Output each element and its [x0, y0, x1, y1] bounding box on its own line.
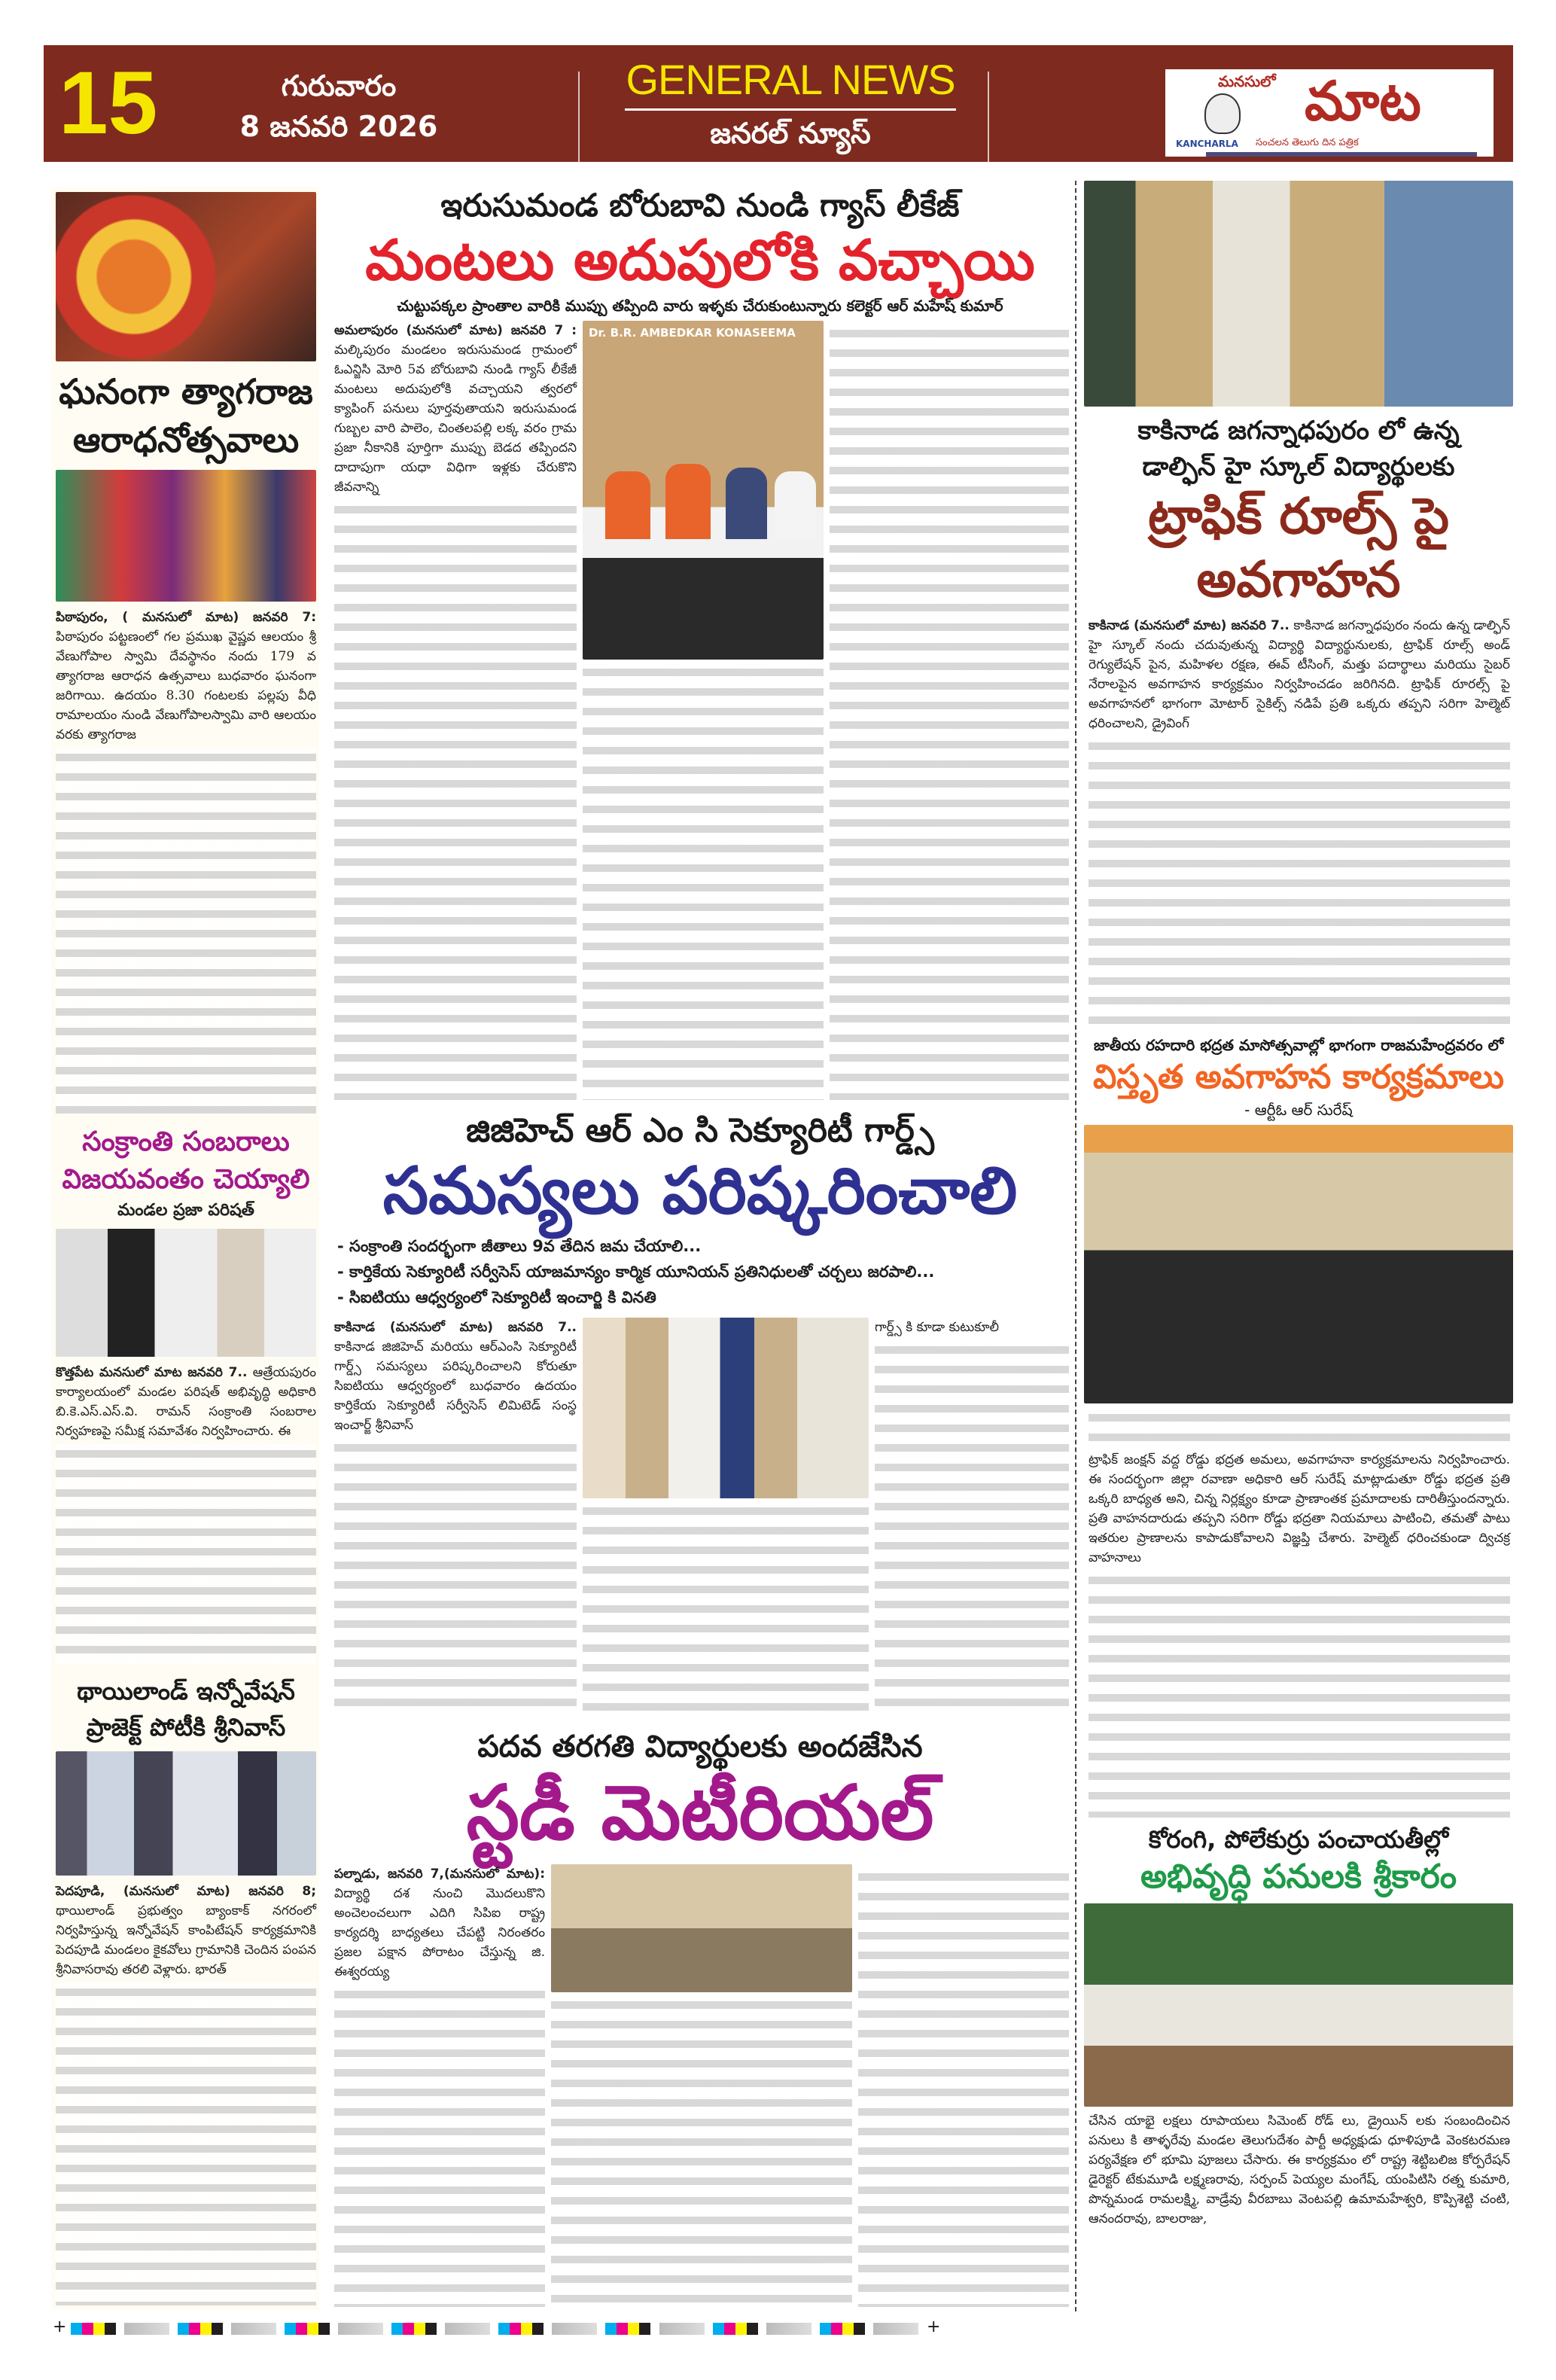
gray-swatch	[338, 2323, 383, 2335]
security-headline: సమస్యలు పరిష్కరించాలి	[382, 1153, 1018, 1229]
security-body-col3	[875, 1318, 1069, 1717]
text-continuation	[56, 1982, 316, 2305]
study-columns	[331, 1864, 1069, 2307]
section-te: జనరల్ న్యూస్	[710, 117, 871, 150]
headline-line: విజయవంతం చెయ్యాలి	[62, 1164, 310, 1195]
section-en: GENERAL NEWS	[626, 56, 955, 103]
text-continuation	[334, 1985, 545, 2307]
gray-swatch	[873, 2323, 918, 2335]
gas-body-col2	[583, 321, 824, 1100]
story-thyagaraja-headline	[56, 367, 316, 464]
registration-mark-icon: +	[53, 2318, 67, 2336]
logo-brand: KANCHARLA	[1176, 139, 1238, 149]
logo-big: మాట	[1305, 69, 1421, 133]
study-body	[334, 1864, 545, 2307]
gas-columns	[331, 321, 1069, 1100]
traffic-body	[1089, 616, 1510, 1028]
dateline: పిఠాపురం, ( మనసులో మాట) జనవరి 7:	[56, 610, 316, 625]
divider	[578, 72, 580, 162]
bullet-item: - సిఐటియు ఆధ్వర్యంలో సెక్యూరిటీ ఇంచార్జి కి వినతి	[337, 1288, 656, 1306]
body-text: చేసిన యాభై లక్షలు రూపాయలు సిమెంట్ రోడ్ లు, డ్రైయిన్ లకు సంబందించిన పనులు కి తాళ్ళరేవు మండల తెలుగుదేశం పార్టీ అధ్యక్షుడు ధూళిపూడి వెంకటరమణ పర్యవేక్షణ లో భూమి పూజలు చేసారు. ఈ కార్యక్రమం లో రాష్ట్ర శెట్టిబలిజ కోర్పరేషన్ డైరెక్టర్ టేకుమూడి లక్ష్మణరావు, సర్పంచ్ పెయ్యల మంగేష్, యంపిటిసి రత్న కుమారి, పొన్నమండ రామలక్ష్మి, వాడ్రేవు వీరబాబు వెంటపల్లి ఉమామహేశ్వరి, కొప్పిశెట్టి చంటి, ఆనందరావు, బాలరాజు,	[1089, 2113, 1510, 2226]
gray-swatch	[766, 2323, 811, 2335]
story-sankranti-headline	[56, 1123, 316, 1223]
issue-date	[226, 66, 452, 148]
bullet-item: - కార్తికేయ సెక్యూరిటీ సర్వీసెస్ యాజమాన్యం కార్మిక యూనియన్ ప్రతినిధులతో చర్చలు జరపాలి...	[337, 1263, 935, 1281]
page-number: 15	[59, 53, 158, 153]
story-road-safety	[1084, 1035, 1513, 1818]
section-rule	[625, 108, 956, 111]
study-body-col2	[551, 1864, 852, 2307]
road-byline: - ఆర్టీఓ ఆర్ సురేష్	[1244, 1101, 1353, 1119]
body-text: ట్రాఫిక్ జంక్షన్ వద్ద రోడ్డు భద్రత అమలు, అవగాహనా కార్యక్రమాలను నిర్వహించారు. ఈ సందర్భంగా జిల్లా రవాణా అధికారి ఆర్ సురేష్ మాట్లాడుతూ రోడ్డు భద్రత ప్రతి ఒక్కరి బాధ్యత అని, చిన్న నిర్లక్ష్యం కూడా ప్రాణాంతక ప్రమాదాలకు దారితీస్తుందన్నారు. ప్రతి వాహనదారుడు తప్పని సరిగా రోడ్డు భద్రతా నియమాలు పాటించి, తమతో పాటు ఇతరుల ప్రాణాలను కాపాడుకోవాలని విజ్ఞప్తి చేశారు. హెల్మెట్ ధరించకుండా ద్విచక్ర వాహనాలు	[1089, 1452, 1510, 1565]
text-continuation	[334, 1438, 577, 1717]
color-swatch	[820, 2323, 865, 2335]
story-gas-leak	[331, 185, 1069, 1100]
story-thyagaraja-body	[56, 608, 316, 1114]
kicker-line: డాల్ఫిన్ హై స్కూల్ విద్యార్థులకు	[1142, 452, 1455, 482]
study-body-col3	[858, 1864, 1069, 2307]
text-continuation	[551, 1995, 852, 2307]
photo-banner-text: Dr. B.R. AMBEDKAR KONASEEMA	[589, 326, 796, 340]
person	[726, 468, 767, 539]
bullet-item: - సంక్రాంతి సందర్భంగా జీతాలు 9వ తేదిన జమ చేయాలి...	[337, 1237, 702, 1255]
weekday: గురువారం	[281, 69, 397, 102]
traffic-kicker	[1084, 413, 1513, 485]
gas-body-col3	[830, 321, 1069, 1100]
road-body	[1089, 1408, 1510, 1818]
dateline: అమలాపురం (మనసులో మాట) జనవరి 7 :	[334, 323, 577, 338]
body-text: విద్యార్థి దశ నుంచి మొదలుకొని అంచెలంచలుగా ఎదిగి సిపిఐ రాష్ట్ర కార్యదర్శి బాధ్యతలు చేపట్టి నిరంతరం ప్రజల పక్షాన పోరాటం చేస్తున్న జి. ఈశ్వరయ్య	[334, 1886, 545, 1979]
photo-study-material-distribution	[551, 1864, 852, 1992]
security-kicker: జిజిహెచ్ ఆర్ ఎం సి సెక్యూరిటీ గార్డ్స్	[466, 1111, 934, 1150]
kicker-line: కాకినాడ జగన్నాధపురం లో ఉన్న	[1137, 416, 1460, 446]
subhead: మండల ప్రజా పరిషత్	[117, 1201, 254, 1220]
story-sankranti-body	[56, 1363, 316, 1664]
body-text: మల్కిపురం మండలం ఇరుసుమండ గ్రామంలో ఓఎన్జిసి మోరి 5వ బోరుబావి నుండి గ్యాస్ లీకేజీ మంటలు అదుపులోకి వచ్చాయని త్వరలో క్యాపింగ్ పనులు పూర్తవుతాయని ఇరుసుమండ గుబ్బల వారి పాలెం, చింతలపల్లి లక్క వరం గ్రామ ప్రజా నీకానికి పూర్తిగా ముప్పు బెడద తప్పిందని దాదాపుగా యధా విధిగా ఇళ్లకు చేరుకొని జీవనాన్ని	[334, 343, 577, 495]
security-bullets	[337, 1233, 1063, 1310]
person	[605, 471, 650, 539]
body-text: కాకినాడ జగన్నాధపురం నందు ఉన్న డాల్ఫిన్ హై స్కూల్ నందు చదువుతున్న విద్యార్థి విద్యార్థునులకు, ట్రాఫిక్ రూల్స్ అండ్ రెగ్యులేషన్ పైన, మహిళల రక్షణ, ఈవ్ టీసింగ్, మత్తు పదార్థాలు మరియు సైబర్ నేరాలపైన అవగాహన కార్యక్రమం నిర్వహించడం జరిగినది. ట్రాఫిక్ రూరల్స్ పై అవగాహనలో భాగంగా మోటార్ సైకిల్స్ నడిపే ప్రతి ఒక్కరు తప్పని సరిగా హెల్మెట్ ధరించాలని, డ్రైవింగ్	[1089, 618, 1511, 731]
text-continuation	[583, 1501, 869, 1717]
photo-bhoomi-pooja	[1084, 1903, 1513, 2107]
color-swatch	[498, 2323, 544, 2335]
photo-press-meet	[583, 321, 824, 660]
security-body	[334, 1318, 577, 1717]
security-body-col2	[583, 1318, 869, 1717]
photo-award-group	[56, 1751, 316, 1876]
story-thailand-body	[56, 1882, 316, 2305]
dateline: కొత్తపేట మనసులో మాట జనవరి 7..	[56, 1365, 248, 1380]
body-text: థాయిలాండ్ ప్రభుత్వం బ్యాంకాక్ నగరంలో నిర్వహిస్తున్న ఇన్నోవేషన్ కాంపిటేషన్ కార్యక్రమానికి పెదపూడి మండలం కైకవోలు గ్రామానికి చెందిన పంపన శ్రీనివాసరావు తరలి వెళ్లారు. భారత్	[56, 1903, 316, 1977]
body-text: గార్డ్స్ కి కూడా కుటుకూలీ	[875, 1320, 999, 1335]
color-swatch	[71, 2323, 116, 2335]
photo-devotees	[56, 470, 316, 602]
color-swatch	[285, 2323, 330, 2335]
body-text: పిఠాపురం పట్టణంలో గల ప్రముఖ వైష్ణవ ఆలయం శ్రీ వేణుగోపాల స్వామి దేవస్థానం నందు 179 వ త్యాగరాజ ఆరాధన ఉత్సవాలు బుధవారం ఘనంగా జరిగాయి. ఉదయం 8.30 గంటలకు పల్లపు వీధి రామాలయం నుండి వేణుగోపాలస్వామి వారి ఆలయం వరకు త్యాగరాజ	[56, 629, 316, 742]
print-color-bar	[53, 2318, 1506, 2334]
color-swatch	[605, 2323, 650, 2335]
gray-swatch	[659, 2323, 705, 2335]
story-thyagaraja	[56, 192, 316, 1114]
story-korangi	[1084, 1824, 1513, 2309]
story-thailand-headline	[56, 1673, 316, 1745]
dateline: కాకినాడ (మనసులో మాట) జనవరి 7..	[1089, 618, 1290, 633]
korangi-headline: అభివృద్ధి పనులకి శ్రీకారం	[1140, 1857, 1457, 1896]
color-swatch	[713, 2323, 758, 2335]
story-study-material	[331, 1727, 1069, 2307]
gas-body	[334, 321, 577, 1100]
logo-bar	[1206, 152, 1477, 157]
headline-line: థాయిలాండ్ ఇన్నోవేషన్	[77, 1677, 295, 1705]
road-kicker: జాతీయ రహదారి భద్రత మాసోత్సవాల్లో భాగంగా రాజమహేంద్రవరం లో	[1093, 1036, 1504, 1054]
dateline: పెదపూడి, (మనసులో మాట) జనవరి 8;	[56, 1884, 316, 1899]
text-continuation	[56, 748, 316, 1114]
text-continuation	[1089, 736, 1510, 1028]
section-title	[587, 53, 994, 151]
story-traffic-rules	[1084, 181, 1513, 1028]
body-text: ఆత్రేయపురం కార్యాలయంలో మండల పరిషత్ అభివృద్ధి అధికారి బి.కె.ఎస్.ఎస్.వి. రామన్ సంక్రాంతి సంబరాల నిర్వహణపై సమీక్ష సమావేశం నిర్వహించారు. ఈ	[56, 1365, 317, 1439]
headline-line: ఘనంగా త్యాగరాజ	[59, 371, 313, 412]
security-columns	[331, 1318, 1069, 1717]
headline-line: ఆరాధనోత్సవాలు	[72, 419, 300, 460]
text-continuation	[1089, 1571, 1510, 1818]
text-continuation	[858, 1867, 1069, 2307]
text-continuation	[830, 324, 1069, 1100]
gray-swatch	[552, 2323, 597, 2335]
gray-swatch	[124, 2323, 169, 2335]
text-continuation	[583, 663, 824, 1100]
gas-kicker: ఇరుసుమండ బోరుబావి నుండి గ్యాస్ లీకేజ్	[440, 187, 960, 224]
gray-swatch	[231, 2323, 276, 2335]
registration-mark-icon: +	[927, 2318, 941, 2336]
gas-subhead: చుట్టుపక్కల ప్రాంతాల వారికి ముప్పు తప్పింది వారు ఇళ్ళకు చేరుకుంటున్నారు కలెక్టర్ ఆర్ మహేష్ కుమార్	[397, 297, 1003, 315]
story-sankranti	[56, 1123, 316, 1664]
photo-police-at-school	[1084, 181, 1513, 407]
text-continuation	[56, 1444, 316, 1664]
korangi-body	[1089, 2111, 1510, 2309]
body-text: కాకినాడ జిజిహెచ్ మరియు ఆర్ఎంసి సెక్యూరిటీ గార్డ్స్ సమస్యలు పరిష్కరించాలని కోరుతూ సిఐటియు ఆధ్వర్యంలో బుధవారం ఉదయం కార్తికేయ సెక్యూరిటీ సర్వీసెస్ లిమిటెడ్ సంస్థ ఇంచార్జ్ శ్రీనివాస్	[334, 1339, 577, 1433]
logo-tagline: సంచలన తెలుగు దిన పత్రిక	[1256, 137, 1359, 148]
study-headline: స్టడీ మెటీరియల్	[466, 1769, 934, 1857]
photo-meeting	[56, 1229, 316, 1357]
dateline: పల్నాడు, జనవరి 7,(మనసులో మాట):	[334, 1867, 545, 1882]
photo-temple-idol	[56, 192, 316, 361]
headline-line: సంక్రాంతి సంబరాలు	[82, 1126, 290, 1157]
korangi-kicker: కోరంగి, పోలేకుర్రు పంచాయతీల్లో	[1148, 1825, 1449, 1854]
color-swatch	[178, 2323, 223, 2335]
dateline: కాకినాడ (మనసులో మాట) జనవరి 7..	[334, 1320, 577, 1335]
person	[775, 471, 816, 539]
study-kicker: పదవ తరగతి విద్యార్థులకు అందజేసిన	[477, 1729, 923, 1764]
gray-swatch	[445, 2323, 490, 2335]
story-thailand	[56, 1673, 316, 2305]
color-swatch	[391, 2323, 437, 2335]
column-divider	[1075, 181, 1076, 2311]
text-continuation	[875, 1340, 1069, 1717]
photo-road-safety-students	[1084, 1125, 1513, 1403]
text-continuation	[1089, 1408, 1510, 1447]
text-continuation	[334, 500, 577, 1100]
traffic-headline: ట్రాఫిక్ రూల్స్ పై అవగాహన	[1148, 487, 1449, 608]
photo-security-guards	[583, 1318, 869, 1498]
date: 8 జనవరి 2026	[239, 110, 438, 143]
logo-small: మనసులో	[1218, 72, 1276, 90]
person	[665, 464, 711, 539]
logo-portrait-icon	[1204, 93, 1241, 134]
gas-headline: మంటలు అదుపులోకి వచ్చాయి	[365, 228, 1035, 293]
road-headline: విస్తృత అవగాహన కార్యక్రమాలు	[1092, 1058, 1504, 1096]
headline-line: ప్రాజెక్ట్ పోటీకి శ్రీనివాస్	[86, 1713, 286, 1742]
story-security-guards	[331, 1110, 1069, 1717]
newspaper-logo	[1165, 69, 1494, 157]
